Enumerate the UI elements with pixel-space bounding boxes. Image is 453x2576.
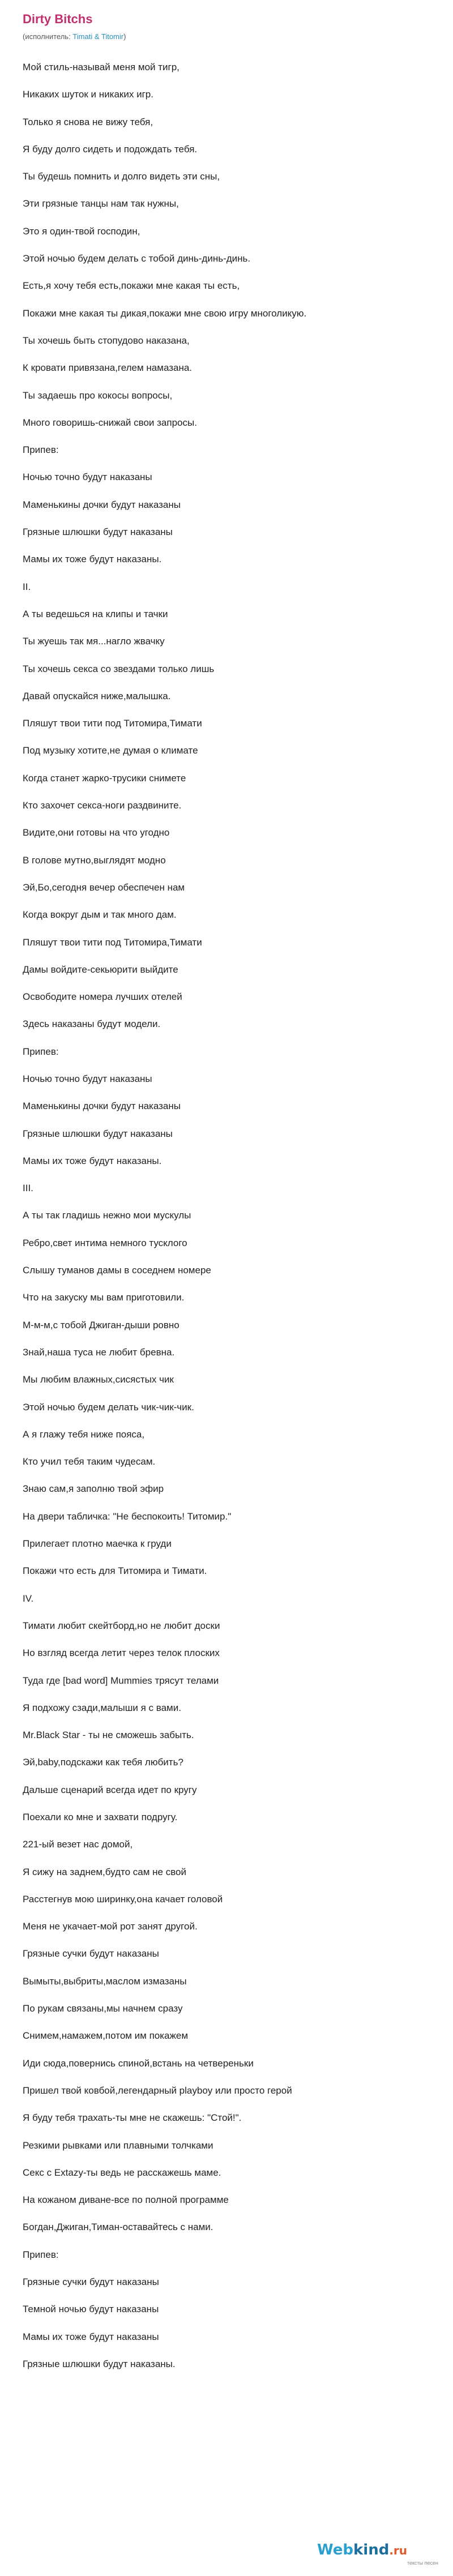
lyric-line: Кто учил тебя таким чудесам. [23, 1456, 156, 1467]
lyric-line: Освободите номера лучших отелей [23, 991, 182, 1003]
lyric-line: Пляшут твои тити под Титомира,Тимати [23, 936, 202, 948]
lyric-line: Мамы их тоже будут наказаны. [23, 1155, 162, 1166]
lyric-line: Никаких шуток и никаких игр. [23, 89, 153, 100]
lyric-line: Под музыку хотите,не думая о климате [23, 745, 198, 756]
lyric-line: Я подхожу сзади,малыши я с вами. [23, 1702, 181, 1713]
lyric-line: Покажи мне какая ты дикая,покажи мне свою игру многоликую. [23, 307, 307, 319]
lyric-line: Тимати любит скейтборд,но не любит доски [23, 1620, 220, 1631]
lyric-line: Только я снова не вижу тебя, [23, 116, 153, 127]
lyric-line: Грязные шлюшки будут наказаны [23, 527, 173, 538]
lyric-line: Припев: [23, 1046, 59, 1057]
lyric-line: Маменькины дочки будут наказаны [23, 1101, 181, 1112]
lyric-line: Это я один-твой господин, [23, 225, 140, 237]
lyric-line: Эти грязные танцы нам так нужны, [23, 198, 179, 209]
lyric-line: К кровати привязана,гелем намазана. [23, 362, 193, 374]
lyric-line: Пришел твой ковбой,легендарный playboy или просто герой [23, 2085, 292, 2096]
lyric-line: Видите,они готовы на что угодно [23, 827, 170, 838]
performer-line [23, 32, 430, 42]
lyric-line: Этой ночью будем делать с тобой динь-динь-динь. [23, 253, 251, 264]
performer-link[interactable]: Timati & Titomir [72, 32, 124, 41]
lyric-line: 221-ый везет нас домой, [23, 1839, 133, 1850]
lyric-line: Мамы их тоже будут наказаны. [23, 554, 162, 565]
lyric-line: А ты так гладишь нежно мои мускулы [23, 1210, 191, 1221]
lyric-line: III. [23, 1183, 33, 1194]
lyric-line: Здесь наказаны будут модели. [23, 1019, 161, 1030]
lyric-line: Эй,Бо,сегодня вечер обеспечен нам [23, 882, 185, 893]
lyric-line: В голове мутно,выглядят модно [23, 854, 166, 866]
lyric-line: Темной ночью будут наказаны [23, 2304, 159, 2315]
lyric-line: На двери табличка: "Не беспокоить! Титомир." [23, 1510, 232, 1522]
lyrics-body [23, 54, 430, 2378]
lyric-line: Меня не укачает-мой рот занят другой. [23, 1921, 198, 1932]
lyric-line: Когда станет жарко-трусики снимете [23, 772, 186, 784]
lyric-line: Пляшут твои тити под Титомира,Тимати [23, 718, 202, 729]
lyric-line: IV. [23, 1593, 34, 1604]
lyric-line: Прилегает плотно маечка к груди [23, 1538, 172, 1550]
logo-web: Web [317, 2541, 353, 2558]
lyric-line: Эй,baby,подскажи как тебя любить? [23, 1757, 183, 1768]
lyric-line: Когда вокруг дым и так много дам. [23, 909, 177, 921]
lyric-line: Я буду тебя трахать-ты мне не скажешь: "Стой!". [23, 2112, 242, 2124]
lyric-line: Мой стиль-называй меня мой тигр, [23, 62, 180, 72]
lyric-line: Знаю сам,я заполню твой эфир [23, 1483, 164, 1495]
lyric-line: Знай,наша туса не любит бревна. [23, 1346, 175, 1358]
lyric-line: Вымыты,выбриты,маслом измазаны [23, 1975, 187, 1987]
lyric-line: Туда где [bad word] Mummies трясут телами [23, 1675, 219, 1686]
lyric-line: Ночью точно будут наказаны [23, 472, 152, 483]
lyric-line: Богдан,Джиган,Тиман-оставайтесь с нами. [23, 2222, 213, 2233]
logo-wordmark [317, 2541, 442, 2560]
performer-suffix: ) [123, 32, 126, 41]
lyric-line: Грязные сучки будут наказаны [23, 2277, 159, 2288]
lyric-line: А ты ведешься на клипы и тачки [23, 608, 168, 619]
lyric-line: Ты будешь помнить и долго видеть эти сны, [23, 171, 220, 182]
logo-tagline: тексты песен [407, 2560, 438, 2566]
lyric-line: Секс с Extazy-ты ведь не расскажешь маме. [23, 2167, 221, 2178]
lyric-line: Дальше сценарий всегда идет по кругу [23, 1784, 197, 1795]
lyric-line: М-м-м,с тобой Джиган-дыши ровно [23, 1319, 180, 1330]
lyric-line: Я буду долго сидеть и подождать тебя. [23, 143, 198, 155]
song-header [23, 11, 430, 42]
lyric-line: По рукам связаны,мы начнем сразу [23, 2003, 183, 2014]
lyric-line: Ты задаешь про кокосы вопросы, [23, 390, 173, 401]
performer-prefix: (исполнитель: [23, 32, 73, 41]
lyric-line: Ты жуешь так мя...нагло жвачку [23, 636, 165, 647]
lyric-line: Припев: [23, 444, 59, 456]
lyric-line: Припев: [23, 2249, 59, 2260]
lyric-line: Мамы их тоже будут наказаны [23, 2331, 159, 2342]
lyric-line: II. [23, 581, 31, 592]
lyric-line: Что на закуску мы вам приготовили. [23, 1292, 185, 1303]
lyric-line: Грязные шлюшки будут наказаны [23, 1128, 173, 1139]
lyric-line: Я сижу на заднем,будто сам не свой [23, 1866, 186, 1877]
lyric-line: Иди сюда,повернись спиной,встань на четвереньки [23, 2057, 254, 2069]
lyric-line: Резкими рывками или плавными толчками [23, 2139, 213, 2151]
lyric-line: Но взгляд всегда летит через телок плоских [23, 1648, 220, 1659]
lyric-line: Поехали ко мне и захвати подругу. [23, 1812, 178, 1822]
lyric-line: Мы любим влажных,сисястых чик [23, 1374, 174, 1385]
song-title: Dirty Bitchs [23, 12, 93, 26]
lyric-line: Кто захочет секса-ноги раздвините. [23, 800, 182, 811]
lyric-line: Расстегнув мою ширинку,она качает головой [23, 1893, 223, 1905]
lyric-line: Дамы войдите-секьюрити выйдите [23, 964, 178, 975]
lyric-line: Много говоришь-снижай свои запросы. [23, 417, 197, 428]
lyric-line: Грязные шлюшки будут наказаны. [23, 2358, 176, 2369]
lyric-line: Ночью точно будут наказаны [23, 1073, 152, 1084]
lyric-line: Этой ночью будем делать чик-чик-чик. [23, 1401, 194, 1413]
lyric-line: Покажи что есть для Титомира и Тимати. [23, 1565, 207, 1577]
lyric-line: А я глажу тебя ниже пояса, [23, 1428, 145, 1440]
webkind-logo[interactable] [317, 2541, 442, 2569]
lyric-line: Давай опускайся ниже,малышка. [23, 690, 171, 701]
lyric-line: Mr.Black Star - ты не сможешь забыть. [23, 1730, 194, 1741]
lyric-line: Есть,я хочу тебя есть,покажи мне какая ты есть, [23, 280, 240, 292]
lyric-line: Ты хочешь секса со звездами только лишь [23, 663, 215, 674]
lyric-line: Маменькины дочки будут наказаны [23, 499, 181, 510]
lyric-line: Грязные сучки будут наказаны [23, 1948, 159, 1959]
logo-kind: kind [353, 2541, 390, 2558]
lyric-line: Снимем,намажем,потом им покажем [23, 2030, 189, 2042]
lyric-line: На кожаном диване-все по полной программе [23, 2194, 229, 2206]
lyric-line: Ребро,свет интима немного тусклого [23, 1237, 187, 1248]
logo-ru: .ru [389, 2544, 408, 2557]
lyric-line: Слышу туманов дамы в соседнем номере [23, 1265, 211, 1276]
lyric-line: Ты хочешь быть стопудово наказана, [23, 335, 190, 346]
